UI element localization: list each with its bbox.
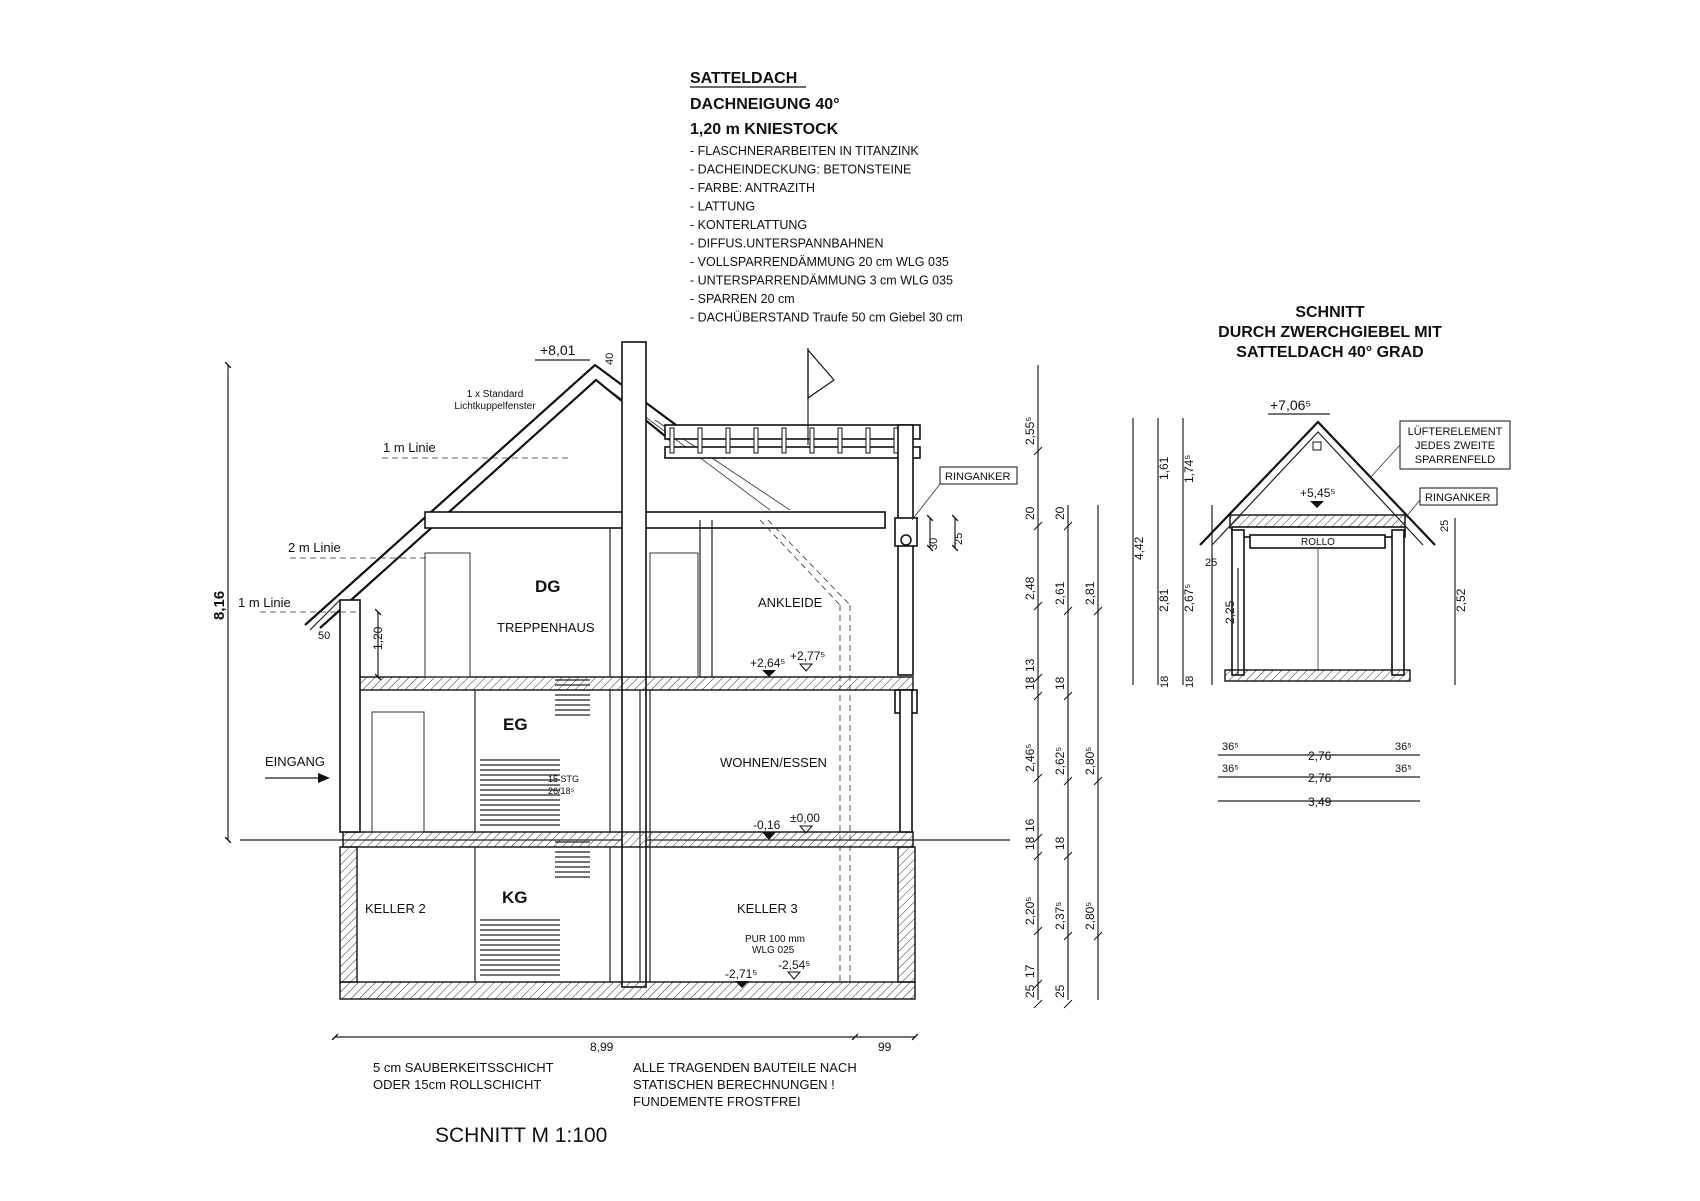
dim-overhang: 99 [878, 1040, 892, 1054]
vent-label-1: LÜFTERELEMENT [1407, 426, 1503, 438]
notes-item: - DACHÜBERSTAND Traufe 50 cm Giebel 30 cm [690, 310, 963, 325]
collar-beam [425, 512, 885, 528]
notes-item: - FARBE: ANTRAZITH [690, 181, 816, 195]
basement-wall-left [340, 847, 357, 982]
dim-value: 18 [1053, 676, 1067, 690]
kniestock-dim: 1,20 [371, 626, 385, 650]
gable-left-b: 2,81 [1157, 588, 1171, 612]
gable-width-l2: 36⁵ [1222, 763, 1239, 775]
gable-rollo: ROLLO [1301, 537, 1335, 548]
notes-title: SATTELDACH [690, 70, 798, 87]
skylight-label-2: Lichtkuppelfenster [454, 401, 536, 412]
dim-value: 18 [1023, 836, 1037, 850]
dim-value: 17 [1023, 964, 1037, 978]
dim-value: 2,80⁵ [1083, 746, 1097, 775]
dim-value: 18 [1053, 836, 1067, 850]
room-treppenhaus: TREPPENHAUS [497, 620, 595, 635]
gable-mid-level: +5,45⁵ [1300, 486, 1336, 500]
gable-inner-b: 2,25 [1223, 600, 1237, 624]
gable-right-b: 2,52 [1454, 588, 1468, 612]
dim-length: 8,99 [590, 1040, 614, 1054]
dim-value: 2,61 [1053, 581, 1067, 605]
dim-value: 2,37⁵ [1053, 901, 1067, 930]
gable-width-total: 3,49 [1308, 795, 1332, 809]
gable-title-2: DURCH ZWERCHGIEBEL MIT [1218, 324, 1442, 341]
dim-value: 18 [1023, 676, 1037, 690]
stairs-ratio: 26/18⁵ [548, 786, 575, 796]
dim-chain-3 [1083, 505, 1102, 1000]
stairs-count: 15 STG [548, 774, 580, 784]
gable-ridge: +7,06⁵ [1270, 397, 1312, 413]
label-1m-line-top: 1 m Linie [383, 440, 436, 455]
dim-value: 20 [1023, 506, 1037, 520]
notes-item: - DIFFUS.UNTERSPANNBAHNEN [690, 236, 884, 251]
insulation-2: WLG 025 [752, 945, 795, 956]
gable-beam [1230, 515, 1405, 528]
floor-dg: DG [535, 577, 561, 596]
room-ankleide: ANKLEIDE [758, 595, 823, 610]
gable-floor [1225, 670, 1410, 681]
notes-list [690, 144, 963, 325]
near-dim-b: 25 [953, 532, 965, 545]
gable-title-1: SCHNITT [1295, 304, 1365, 321]
notes-item: - KONTERLATTUNG [690, 218, 808, 232]
basement-wall-right [898, 847, 915, 982]
gable-section [1132, 304, 1510, 809]
level-kg-floor2: -2,54⁵ [778, 958, 811, 972]
gable-mid-a: 1,74⁵ [1182, 454, 1196, 483]
notes-item: - LATTUNG [690, 199, 756, 214]
notes-item: - DACHEINDECKUNG: BETONSTEINE [690, 162, 912, 177]
eave-dim: 50 [318, 630, 331, 642]
level-eg-floor: -0,16 [753, 818, 781, 832]
floor-kg: KG [502, 888, 528, 907]
level-kg-floor: -2,71⁵ [725, 967, 758, 981]
total-height: 8,16 [211, 590, 228, 620]
notes-item: - FLASCHNERARBEITEN IN TITANZINK [690, 144, 919, 158]
dim-value: 16 [1023, 818, 1037, 832]
dim-chain-1 [1023, 365, 1042, 1008]
dim-chain-2 [1053, 505, 1072, 1008]
near-dim-a: 30 [928, 537, 940, 550]
room-keller3: KELLER 3 [737, 901, 798, 916]
room-wohnen: WOHNEN/ESSEN [720, 755, 827, 770]
dim-value: 2,55⁵ [1023, 416, 1037, 445]
dim-value: 25 [1023, 984, 1037, 998]
dim-value: 2,46⁵ [1023, 743, 1037, 772]
roof-notes [690, 70, 963, 325]
insulation-1: PUR 100 mm [745, 934, 806, 945]
chimney [622, 342, 646, 987]
dim-value: 2,20⁵ [1023, 896, 1037, 925]
gable-width-r1: 36⁵ [1395, 741, 1412, 753]
drawing-caption: SCHNITT M 1:100 [435, 1124, 608, 1147]
gable-left-a: 1,61 [1157, 456, 1171, 480]
label-1m-line-low: 1 m Linie [238, 595, 291, 610]
level-dg-floor: +2,64⁵ [750, 656, 786, 670]
gable-mid-b: 2,67⁵ [1182, 583, 1196, 612]
room-keller2: KELLER 2 [365, 901, 426, 916]
dim-value: 2,62⁵ [1053, 746, 1067, 775]
gable-title-3: SATTELDACH 40° GRAD [1236, 344, 1424, 361]
notes-item: - UNTERSPARRENDÄMMUNG 3 cm WLG 035 [690, 273, 953, 288]
ridge-dim: 40 [604, 352, 616, 365]
ridge-level: +8,01 [540, 342, 576, 358]
main-section [211, 342, 1102, 1147]
skylight-label-1: 1 x Standard [466, 389, 524, 400]
level-dg-floor2: +2,77⁵ [790, 649, 826, 663]
gable-mid-c: 18 [1184, 675, 1196, 688]
vent-label-3: SPARRENFELD [1414, 454, 1496, 466]
notes-item: - SPARREN 20 cm [690, 292, 795, 306]
notes-kneewall: 1,20 m KNIESTOCK [690, 121, 839, 138]
label-eingang: EINGANG [265, 754, 325, 769]
ringanker-label: RINGANKER [945, 471, 1011, 483]
floor-eg: EG [503, 715, 528, 734]
dg-floor-slab [343, 677, 913, 690]
gable-inner-a: 25 [1205, 557, 1218, 569]
gable-width-m1: 2,76 [1308, 749, 1332, 763]
kg-floor-slab [340, 982, 915, 999]
notes-pitch: DACHNEIGUNG 40° [690, 96, 840, 113]
level-zero: ±0,00 [790, 811, 820, 825]
label-2m-line: 2 m Linie [288, 540, 341, 555]
gable-width-l1: 36⁵ [1222, 741, 1239, 753]
footnote-right-1: ALLE TRAGENDEN BAUTEILE NACH [633, 1060, 857, 1075]
dim-value: 2,48 [1023, 576, 1037, 600]
footnote-right-3: FUNDEMENTE FROSTFREI [633, 1094, 801, 1109]
dim-value: 25 [1053, 984, 1067, 998]
gable-ringanker: RINGANKER [1425, 492, 1491, 504]
footnote-left-2: ODER 15cm ROLLSCHICHT [373, 1077, 542, 1092]
footnote-right-2: STATISCHEN BERECHNUNGEN ! [633, 1077, 835, 1092]
footnote-left-1: 5 cm SAUBERKEITSSCHICHT [373, 1060, 554, 1075]
vent-label-2: JEDES ZWEITE [1414, 440, 1496, 452]
gable-width-m2: 2,76 [1308, 771, 1332, 785]
gable-left-total: 4,42 [1132, 536, 1146, 560]
dim-value: 2,80⁵ [1083, 901, 1097, 930]
dim-value: 20 [1053, 506, 1067, 520]
dim-value: 13 [1023, 658, 1037, 672]
gable-left-c: 18 [1159, 675, 1171, 688]
eg-floor-slab [343, 832, 913, 847]
gable-width-r2: 36⁵ [1395, 763, 1412, 775]
gable-right-a: 25 [1439, 519, 1451, 532]
dim-value: 2,81 [1083, 581, 1097, 605]
notes-item: - VOLLSPARRENDÄMMUNG 20 cm WLG 035 [690, 255, 949, 269]
